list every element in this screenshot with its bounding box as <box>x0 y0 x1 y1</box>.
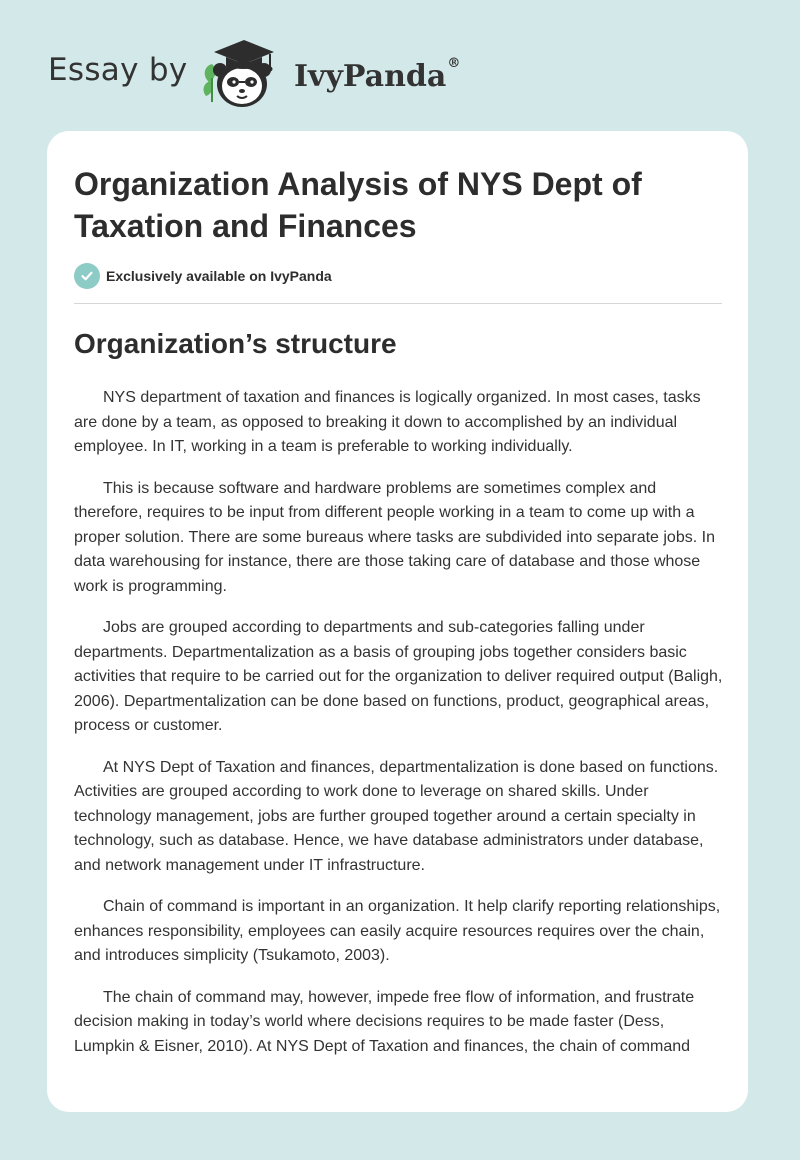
registered-mark: ® <box>447 56 461 71</box>
paragraph: NYS department of taxation and finances is logically organized. In most cases, tasks are done by a team, as opposed to breaking it down to accomplished by an individual employee. In IT, working in a team is preferable to working individually. <box>74 389 701 455</box>
essay-by-text: Essay by <box>48 52 188 88</box>
paragraph: Jobs are grouped according to departments and sub-categories falling under departments. Departmentalization as a basis of grouping jobs together considers basic activities that require to be carried out for the organization to deliver required output (Baligh, 2006). Departmentalization can be done based on functions, product, geographical areas, process or customer. <box>74 619 723 734</box>
section-heading: Organization’s structure <box>74 328 397 359</box>
check-circle-icon <box>74 263 100 289</box>
paragraph: At NYS Dept of Taxation and finances, departmentalization is done based on functions. Activities are grouped according to work done to leverage on shared skills. Under technology management, jobs are further grouped together around a certain specialty in technology, such as database. Hence, we have database administrators under database, and network management under IT infrastructure. <box>74 758 719 874</box>
brand-name-text: IvyPanda <box>294 59 447 94</box>
paragraph: Chain of command is important in an organization. It help clarify reporting relationships, enhances responsibility, employees can easily acquire resources requires over the chain, and introduces simplicity (Tsukamoto, 2003). <box>74 898 721 964</box>
paragraph: The chain of command may, however, impede free flow of information, and frustrate decision making in today’s world where decisions requires to be made faster (Dess, Lumpkin & Eisner, 2010). At NYS Dept of Taxation and finances, the chain of command <box>74 988 695 1055</box>
exclusive-label: Exclusively available on IvyPanda <box>106 268 332 284</box>
brand-name[interactable] <box>294 52 460 97</box>
article-card <box>47 131 748 1112</box>
panda-graduate-icon[interactable] <box>200 34 292 110</box>
article-body <box>74 386 724 1076</box>
article-title: Organization Analysis of NYS Dept of Taxation and Finances <box>74 166 642 244</box>
exclusive-badge <box>74 263 332 289</box>
divider <box>74 303 722 304</box>
site-header <box>0 0 800 120</box>
paragraph: This is because software and hardware problems are sometimes complex and therefore, requires to be input from different people working in a team to come up with a proper solution. There are some bureaus where tasks are subdivided into separate jobs. In data warehousing for instance, there are those taking care of database and those whose work is programming. <box>74 479 715 595</box>
